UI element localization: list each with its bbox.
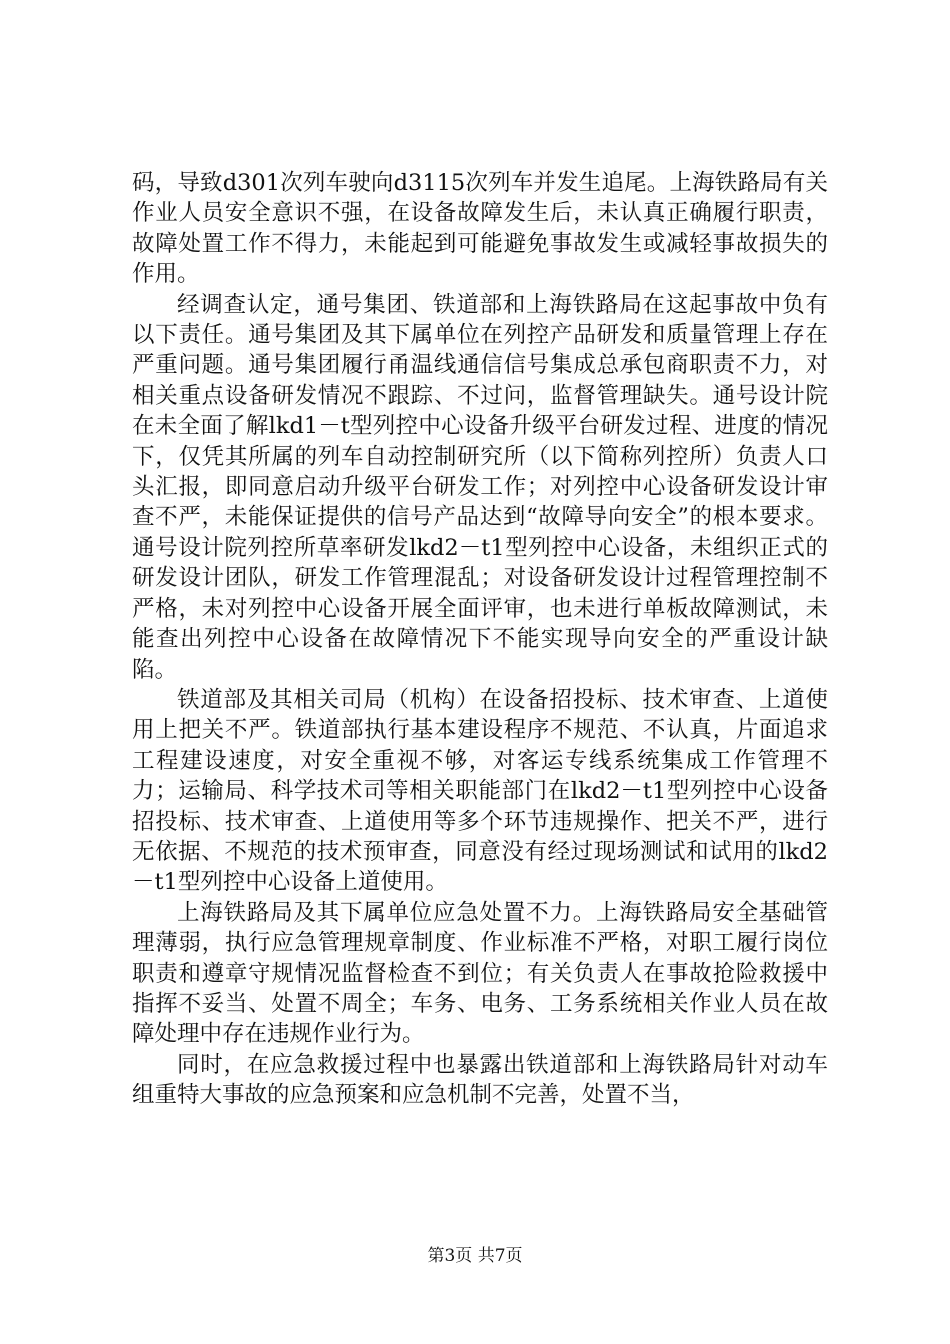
page-number-footer: 第3页 共7页	[427, 1246, 523, 1266]
paragraph-5: 同时，在应急救援过程中也暴露出铁道部和上海铁路局针对动车组重特大事故的应急预案和应急机制不完善，处置不当，	[132, 1051, 828, 1109]
paragraph-4: 上海铁路局及其下属单位应急处置不力。上海铁路局安全基础管理薄弱，执行应急管理规章制度、作业标准不严格，对职工履行岗位职责和遵章守规情况监督检查不到位；有关负责人在事故抢险救援中指挥不妥当、处置不周全；车务、电务、工务系统相关作业人员在故障处理中存在违规作业行为。	[132, 899, 828, 1048]
paragraph-1: 码，导致d301次列车驶向d3115次列车并发生追尾。上海铁路局有关作业人员安全意识不强，在设备故障发生后，未认真正确履行职责，故障处置工作不得力，未能起到可能避免事故发生或减轻事故损失的作用。	[132, 170, 828, 288]
paragraph-3: 铁道部及其相关司局（机构）在设备招投标、技术审查、上道使用上把关不严。铁道部执行基本建设程序不规范、不认真，片面追求工程建设速度，对安全重视不够，对客运专线系统集成工作管理不力；运输局、科学技术司等相关职能部门在lkd2－t1型列控中心设备招投标、技术审查、上道使用等多个环节违规操作、把关不严，进行无依据、不规范的技术预审查，同意没有经过现场测试和试用的lkd2－t1型列控中心设备上道使用。	[132, 686, 828, 896]
document-body	[132, 168, 828, 1111]
paragraph-2: 经调查认定，通号集团、铁道部和上海铁路局在这起事故中负有以下责任。通号集团及其下属单位在列控产品研发和质量管理上存在严重问题。通号集团履行甬温线通信信号集成总承包商职责不力，对相关重点设备研发情况不跟踪、不过问，监督管理缺失。通号设计院在未全面了解lkd1－t型列控中心设备升级平台研发过程、进度的情况下，仅凭其所属的列车自动控制研究所（以下简称列控所）负责人口头汇报，即同意启动升级平台研发工作；对列控中心设备研发设计审查不严，未能保证提供的信号产品达到“故障导向安全”的根本要求。通号设计院列控所草率研发lkd2－t1型列控中心设备，未组织正式的研发设计团队，研发工作管理混乱；对设备研发设计过程管理控制不严格，未对列控中心设备开展全面评审，也未进行单板故障测试，未能查出列控中心设备在故障情况下不能实现导向安全的严重设计缺陷。	[132, 291, 828, 683]
